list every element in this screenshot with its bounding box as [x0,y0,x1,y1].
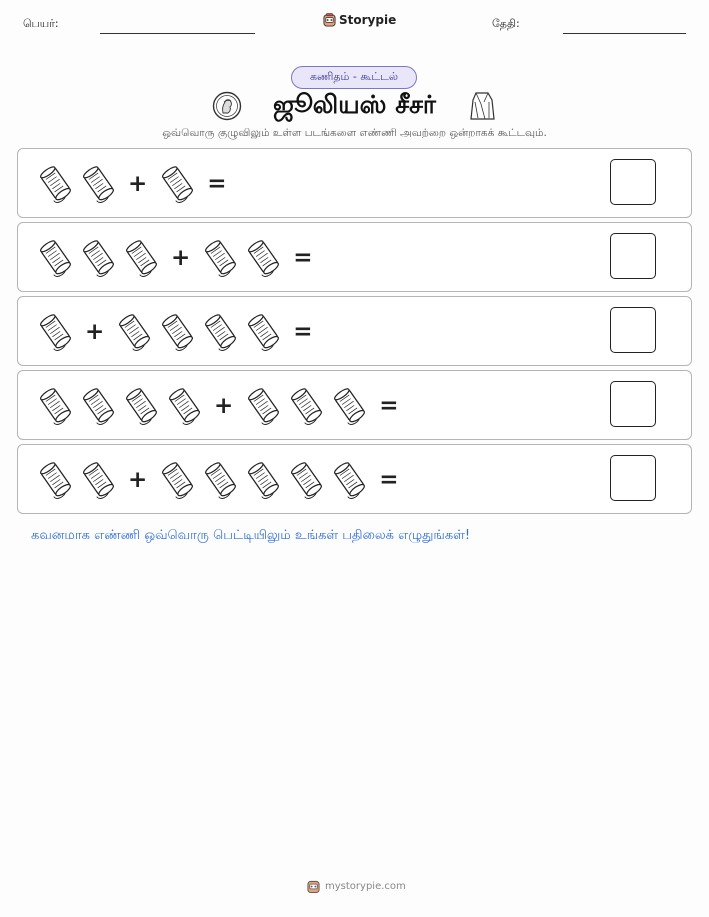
scroll-icon [202,313,240,351]
scroll-icon [159,165,197,203]
instruction-text: ஒவ்வொரு குழுவிலும் உள்ள படங்களை எண்ணி அவற்றை ஒன்றாகக் கூட்டவும். [162,127,547,139]
scroll-icon [80,461,118,499]
scroll-icon [123,239,161,277]
subject-badge: கணிதம் - கூட்டல் [291,66,417,89]
name-label: பெயர்: [23,17,59,30]
plus-sign: + [85,319,105,345]
scroll-icon [245,313,283,351]
equals-sign: = [379,393,399,419]
problem-row [17,444,692,514]
name-line[interactable] [100,33,255,34]
scroll-icon [37,165,75,203]
answer-box[interactable] [610,233,656,279]
scroll-icon [331,387,369,425]
storypie-mascot-icon [307,879,320,894]
answer-box[interactable] [610,307,656,353]
problem-items [37,162,239,206]
equals-sign: = [207,171,227,197]
answer-box[interactable] [610,381,656,427]
equals-sign: = [379,467,399,493]
scroll-icon [80,165,118,203]
page-title: ஜூலியஸ் சீசர் [272,90,436,119]
scroll-icon [166,387,204,425]
encouragement-text: கவனமாக எண்ணி ஒவ்வொரு பெட்டியிலும் உங்கள் பதிலைக் எழுதுங்கள்! [31,528,471,543]
storypie-mascot-icon [323,13,336,27]
scroll-icon [159,461,197,499]
footer [307,879,406,894]
plus-sign: + [171,245,191,271]
scroll-icon [37,239,75,277]
problem-items [37,310,325,354]
problem-items [37,236,325,280]
brand-logo [323,13,396,27]
scroll-icon [37,313,75,351]
brand-name: Storypie [339,13,397,27]
date-label: தேதி: [492,17,520,30]
toga-icon [467,90,497,122]
problem-row [17,296,692,366]
equals-sign: = [293,245,313,271]
scroll-icon [331,461,369,499]
problem-row [17,222,692,292]
scroll-icon [123,387,161,425]
plus-sign: + [128,171,148,197]
date-line[interactable] [563,33,686,34]
scroll-icon [159,313,197,351]
scroll-icon [288,461,326,499]
equals-sign: = [293,319,313,345]
scroll-icon [37,461,75,499]
scroll-icon [245,387,283,425]
answer-box[interactable] [610,159,656,205]
scroll-icon [116,313,154,351]
scroll-icon [80,239,118,277]
scroll-icon [80,387,118,425]
plus-sign: + [128,467,148,493]
scroll-icon [37,387,75,425]
scroll-icon [288,387,326,425]
answer-box[interactable] [610,455,656,501]
problem-row [17,148,692,218]
footer-url: mystorypie.com [325,881,406,892]
scroll-icon [245,239,283,277]
problem-items [37,384,411,428]
plus-sign: + [214,393,234,419]
scroll-icon [245,461,283,499]
problem-row [17,370,692,440]
problem-items [37,458,411,502]
scroll-icon [202,461,240,499]
scroll-icon [202,239,240,277]
